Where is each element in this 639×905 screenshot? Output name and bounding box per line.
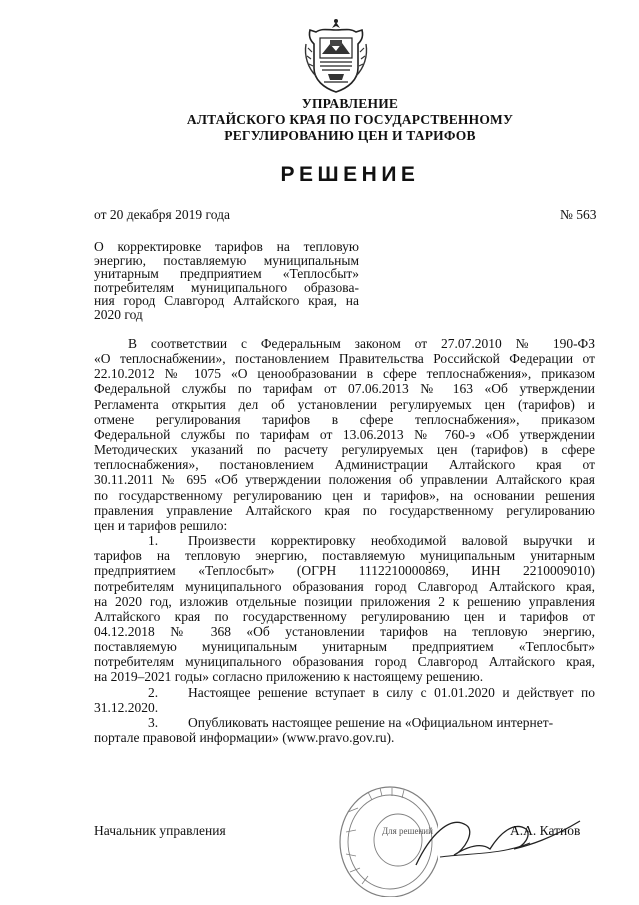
item-3-line: 3. Опубликовать настоящее решение на «Официальном интернет- xyxy=(148,714,554,730)
agency-line-3: РЕГУЛИРОВАНИЮ ЦЕН И ТАРИФОВ xyxy=(224,128,476,143)
stamp-text: Для решений xyxy=(382,826,433,836)
preamble-line: правления управление Алтайского края по государственному регулированию xyxy=(94,502,595,518)
subject-line: энергию, поставляемую муниципальным xyxy=(94,252,359,268)
item-1-line: 1. Произвести корректировку необходимой валовой выручки и xyxy=(148,533,595,549)
preamble-line: Федеральной службы по тарифам от 07.06.2013 № 163 «Об утверждении xyxy=(94,381,595,397)
signer-name: А.А. Катнов xyxy=(510,823,581,838)
preamble-line: Методических указаний по расчету регулируемых цен (тарифов) в сфере xyxy=(94,442,595,458)
item-1-line: потребителям муниципального образования город Славгород Алтайского края, xyxy=(94,578,595,594)
preamble-line: Федеральной службы по тарифам от 13.06.2013 № 760-э «Об утверждении xyxy=(94,426,595,442)
agency-name xyxy=(150,96,550,144)
item-1-line: предприятием «Теплосбыт» (ОГРН 1112210000869, ИНН 2210009010) xyxy=(94,563,595,579)
preamble-line: 30.11.2011 № 695 «Об утверждении положения об управлении Алтайского края xyxy=(94,472,595,488)
preamble-line: отмене регулирования тарифов в сфере теплоснабжения», приказом xyxy=(94,411,595,427)
coat-of-arms-emblem xyxy=(302,18,370,94)
agency-line-1: УПРАВЛЕНИЕ xyxy=(301,96,399,111)
item-1-line: поставляемую муниципальным унитарным предприятием «Теплосбыт» xyxy=(94,639,595,655)
item-1-line: на 2019–2021 годы» согласно приложению к настоящему решению. xyxy=(94,669,484,685)
subject-line: потребителям муниципального образова- xyxy=(94,279,359,295)
item-3-line: портале правовой информации» (www.pravo.gov.ru). xyxy=(94,730,395,746)
preamble-line: теплоснабжения», постановлением Администрации Алтайского края от xyxy=(94,457,595,473)
agency-line-2: АЛТАЙСКОГО КРАЯ ПО ГОСУДАРСТВЕННОМУ xyxy=(186,112,514,127)
subject-line: 2020 год xyxy=(94,306,143,322)
signer-position: Начальник управления xyxy=(94,823,226,838)
item-1-line: тарифов на тепловую энергию, поставляемую муниципальным унитарным xyxy=(94,548,595,564)
subject-line: ния город Славгород Алтайского края, на xyxy=(94,293,359,309)
item-1-line: Алтайского края по государственному регулированию цен и тарифов от xyxy=(94,608,595,624)
item-number: 2. xyxy=(148,684,159,700)
item-1-line: 04.12.2018 № 368 «Об установлении тарифов на тепловую энергию, xyxy=(94,623,595,639)
decision-date: от 20 декабря 2019 года xyxy=(94,207,230,222)
preamble-line: по государственному регулированию цен и тарифов», на основании решения xyxy=(94,487,595,503)
preamble-line: «О теплоснабжении», постановлением Правительства Российской Федерации от xyxy=(94,351,595,367)
document-title: РЕШЕНИЕ xyxy=(280,163,420,186)
item-number: 3. xyxy=(148,714,159,730)
preamble-line: Регламента открытия дел об установлении регулируемых цен (тарифов) и xyxy=(94,396,595,412)
item-2-line: 31.12.2020. xyxy=(94,699,159,715)
preamble-line: 22.10.2012 № 1075 «О ценообразовании в сфере теплоснабжения», приказом xyxy=(94,366,595,382)
item-number: 1. xyxy=(148,533,159,549)
preamble-line: цен и тарифов решило: xyxy=(94,517,228,533)
item-1-line: потребителям муниципального образования город Славгород Алтайского края, xyxy=(94,654,595,670)
decision-body xyxy=(94,336,595,745)
preamble-line: В соответствии с Федеральным законом от 27.07.2010 № 190-ФЗ xyxy=(128,336,595,351)
item-1-line: на 2020 год, изложив отдельные позиции приложения 2 к решению управления xyxy=(94,593,595,609)
item-2-line: 2. Настоящее решение вступает в силу с 01.01.2020 и действует по xyxy=(148,684,595,700)
subject-line: унитарным предприятием «Теплосбыт» xyxy=(94,266,359,282)
handwritten-signature xyxy=(410,795,590,885)
decision-number: № 563 xyxy=(560,207,597,222)
decision-subject xyxy=(94,240,359,322)
subject-line: О корректировке тарифов на тепловую xyxy=(94,239,359,254)
